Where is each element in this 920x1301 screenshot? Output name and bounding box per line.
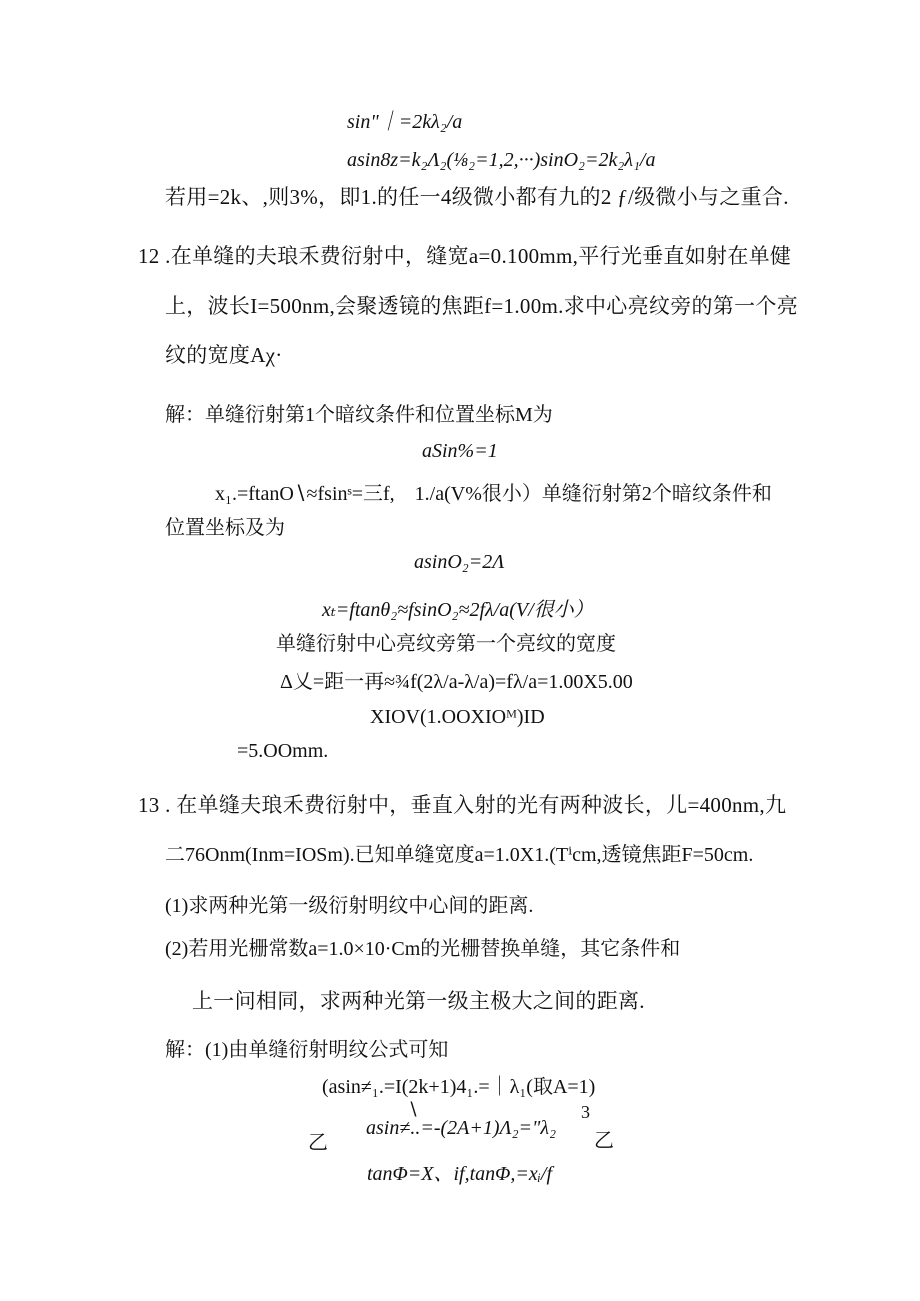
formula-line: XIOV(1.OOXIOᴹ)ID	[370, 706, 545, 728]
formula-line: asin≠..=-(2A+1)Λ₂="λ₂	[366, 1117, 557, 1139]
formula-line: xₜ=ftanθ₂≈fsinO₂≈2fλ/a(V/很小）	[322, 599, 594, 621]
formula-line: asinO₂=2Λ	[414, 551, 505, 573]
problem-13-line: 二76Onm(Inm=IOSm).已知单缝宽度a=1.0X1.(Tⁱcm,透镜焦距F=50cm.	[165, 844, 754, 866]
problem-12-line: 上，波长I=500nm,会聚透镜的焦距f=1.00m.求中心亮纹旁的第一个亮	[165, 294, 798, 318]
formula-mark: 乙	[308, 1132, 328, 1154]
solution-line: 解：(1)由单缝衍射明纹公式可知	[165, 1039, 449, 1061]
formula-line: aSin%=1	[422, 440, 498, 462]
solution-line: x₁.=ftanO∖≈fsinˢ=三f, 1./a(V%很小）单缝衍射第2个暗纹条件和	[215, 483, 772, 505]
problem-13-line: 上一问相同，求两种光第一级主极大之间的距离.	[192, 989, 645, 1013]
problem-13-line: 13 . 在单缝夫琅禾费衍射中，垂直入射的光有两种波长，儿=400nm,九	[138, 793, 787, 817]
solution-line: 位置坐标及为	[165, 517, 285, 539]
formula-line: Δ乂=距一再≈¾f(2λ/a-λ/a)=fλ/a=1.00X5.00	[280, 671, 633, 693]
problem-12-line: 纹的宽度Aχ·	[165, 343, 283, 367]
formula-line: sin"｜=2kλ₂/a	[347, 111, 463, 133]
problem-12-line: 12 .在单缝的夫琅禾费衍射中，缝宽a=0.100mm,平行光垂直如射在单健	[138, 244, 792, 268]
formula-line: tanΦ=X、if,tanΦ,=xᵢ/f	[367, 1163, 553, 1185]
formula-line: (asin≠₁.=I(2k+1)4₁.=｜λ₁(取A=1)	[322, 1076, 596, 1098]
formula-mark: 3	[581, 1102, 590, 1122]
formula-mark: 乙	[594, 1130, 614, 1152]
problem-13-line: (2)若用光栅常数a=1.0×10·Cm的光栅替换单缝，其它条件和	[165, 938, 681, 960]
formula-mark: ∖	[407, 1099, 419, 1119]
solution-line: 解：单缝衍射第1个暗纹条件和位置坐标M为	[165, 404, 553, 426]
formula-line: asin8z=k₂Λ₂(⅛₂=1,2,···)sinO₂=2k₂λ₁/a	[347, 149, 656, 171]
problem-13-line: (1)求两种光第一级衍射明纹中心间的距离.	[165, 895, 534, 917]
text-line: 若用=2k、,则3%，即1.的任一4级微小都有九的2 ƒ/级微小与之重合.	[165, 185, 789, 209]
solution-line: 单缝衍射中心亮纹旁第一个亮纹的宽度	[276, 633, 616, 655]
result-line: =5.OOmm.	[237, 740, 329, 762]
